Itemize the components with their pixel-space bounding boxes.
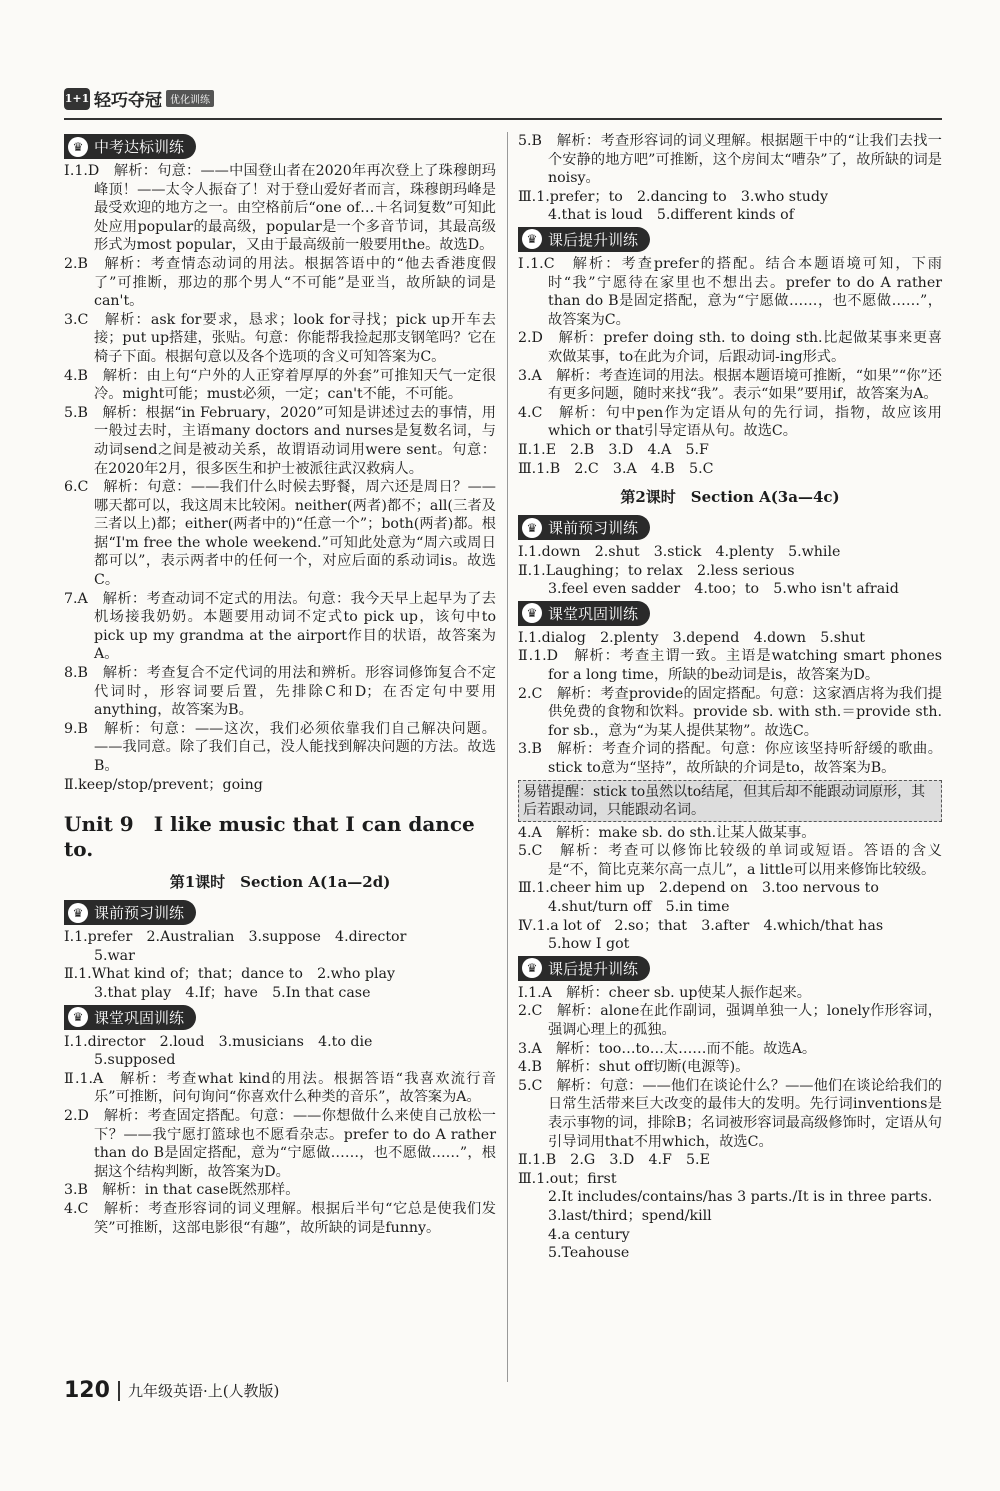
book-title: 九年级英语·上(人教版) <box>127 1382 280 1400</box>
header-rule <box>64 118 942 120</box>
section-banner-wrap <box>64 898 496 928</box>
answer-paragraph: Ⅰ.1.C 解析：考查prefer的搭配。结合本题语境可知，下雨时“我”宁愿待在家里也不想出去。prefer to do A rather than do B是固定搭配，意为“宁愿做……，也不愿做……”，故答案为C。 <box>518 255 942 328</box>
answer-paragraph: Ⅲ.1.cheer him up 2.depend on 3.too nervous to <box>518 880 879 897</box>
section-banner-wrap <box>518 954 942 984</box>
answer-paragraph: 5.C 解析：句意：——他们在谈论什么？——他们在谈论给我们的日常生活带来巨大改变的最伟大的发明。先行词inventions是表示事物的词，排除B；名词被形容词最高级修饰时，定语从句引导词用that不用which，故选C。 <box>518 1077 942 1150</box>
section-banner <box>518 515 650 540</box>
answer-paragraph: 5.supposed <box>94 1052 176 1069</box>
answer-paragraph: 6.C 解析：句意：——我们什么时候去野餐，周六还是周日？——哪天都可以，我这周末比较闲。neither(两者)都不；all(三者及三者以上)都；either(两者中的)“任意一个”；both(两者)都。根据“I'm free the whole weekend.”可知此处意为“周六或周日都可以”，表示两者中的任何一个，对应后面的系动词is。故选C。 <box>64 479 496 589</box>
answer-paragraph: 3.A 解析：考查连词的用法。根据本题语境可推断，“如果”“你”还有更多问题，随时来找“我”。表示“如果”要用if，故答案为A。 <box>518 367 942 403</box>
answer-paragraph: 5.how I got <box>548 936 630 953</box>
lesson-title: 第2课时 Section A(3a—4c) <box>620 488 840 507</box>
section-banner-label: 课前预习训练 <box>548 519 639 538</box>
section-banner <box>64 900 196 925</box>
answer-paragraph: Ⅲ.1.out；first <box>518 1170 617 1187</box>
crown-icon: ♛ <box>522 603 542 623</box>
answer-paragraph: 4.a century <box>548 1226 630 1243</box>
crown-icon: ♛ <box>68 137 88 157</box>
section-banner-wrap <box>518 225 942 255</box>
unit-title: Unit 9 I like music that I can dance to. <box>64 812 475 862</box>
brand-logo <box>64 86 214 111</box>
answer-paragraph: Ⅲ.1.B 2.C 3.A 4.B 5.C <box>518 460 714 477</box>
answer-paragraph: 3.feel even sadder 4.too；to 5.who isn't afraid <box>548 581 899 598</box>
crown-icon: ♛ <box>68 1007 88 1027</box>
page-number: 120 <box>64 1378 110 1403</box>
footer-bar <box>118 1381 120 1401</box>
lesson-title: 第1课时 Section A(1a—2d) <box>169 873 391 892</box>
section-banner-label: 课前预习训练 <box>94 904 185 923</box>
answer-paragraph: 4.C 解析：考查形容词的词义理解。根据后半句“它总是使我们发笑”可推断，这部电影很“有趣”，故所缺的词是funny。 <box>64 1200 496 1236</box>
answer-paragraph: 3.B 解析：in that case既然那样。 <box>64 1182 300 1199</box>
answer-paragraph: 5.C 解析：考查可以修饰比较级的单词或短语。答语的含义是“不，简比克莱尔高一点儿”，a little可以用来修饰比较级。 <box>518 843 942 878</box>
section-banner-label: 中考达标训练 <box>94 138 185 156</box>
answer-paragraph: 3.B 解析：考查介词的搭配。句意：你应该坚持听舒缓的歌曲。stick to意为“坚持”，故所缺的介词是to，故答案为B。 <box>518 741 942 777</box>
answer-paragraph: Ⅰ.1.director 2.loud 3.musicians 4.to die <box>64 1033 373 1050</box>
answer-paragraph: 4.shut/turn off 5.in time <box>548 899 730 915</box>
answer-paragraph: 2.It includes/contains/has 3 parts./It is in three parts. <box>548 1189 933 1206</box>
answer-paragraph: 2.B 解析：考查情态动词的用法。根据答语中的“他去香港度假了”可推断，那边的那个男人“不可能”是亚当，故所缺的词是can't。 <box>64 255 496 310</box>
answer-paragraph: Ⅱ.1.D 解析：考查主谓一致。主语是watching smart phones for a long time，所缺的be动词是is，故答案为D。 <box>518 648 942 684</box>
answer-paragraph: 4.A 解析：make sb. do sth.让某人做某事。 <box>518 824 816 841</box>
answer-paragraph: Ⅲ.1.prefer；to 2.dancing to 3.who study <box>518 188 828 205</box>
answer-paragraph: 2.D 解析：prefer doing sth. to doing sth.比起做某事来更喜欢做某事，to在此为介词，后跟动词-ing形式。 <box>518 330 942 365</box>
answer-paragraph: Ⅱ.1.E 2.B 3.D 4.A 5.F <box>518 441 709 458</box>
section-banner-label: 课后提升训练 <box>548 230 639 249</box>
section-banner <box>518 601 650 626</box>
answer-paragraph: 9.B 解析：句意：——这次，我们必须依靠我们自己解决问题。——我同意。除了我们自己，没人能找到解决问题的方法。故选B。 <box>64 720 496 774</box>
answer-paragraph: 3.last/third；spend/kill <box>548 1207 712 1224</box>
crown-icon: ♛ <box>522 518 542 538</box>
section-banner-wrap <box>518 513 942 543</box>
brand-sub: 优化训练 <box>166 90 214 107</box>
left-column <box>64 132 496 1237</box>
section-banner <box>518 227 650 252</box>
answer-paragraph: Ⅱ.keep/stop/prevent；going <box>64 776 263 793</box>
answer-paragraph: 4.C 解析：句中pen作为定语从句的先行词，指物，故应该用which or that引导定语从句。故选C。 <box>518 404 942 440</box>
crown-icon: ♛ <box>522 229 542 249</box>
answer-paragraph: Ⅰ.1.prefer 2.Australian 3.suppose 4.director <box>64 929 407 946</box>
answer-paragraph: 4.B 解析：shut off切断(电源等)。 <box>518 1059 750 1076</box>
section-banner-wrap <box>64 132 496 162</box>
answer-paragraph: Ⅰ.1.D 解析：句意：——中国登山者在2020年再次登上了珠穆朗玛峰顶！——太令人振奋了！对于登山爱好者而言，珠穆朗玛峰是最受欢迎的地方之一。由空格前后“one of…＋名词复数”可知此处应用popular的最高级，popular是一个多音节词，其最高级形式为most popular，又由于最高级前一般要用the。故选D。 <box>64 163 496 254</box>
answer-paragraph: 2.C 解析：alone在此作副词，强调单独一人；lonely作形容词，强调心理上的孤独。 <box>518 1003 942 1038</box>
answer-paragraph: Ⅱ.1.Laughing；to relax 2.less serious <box>518 562 795 579</box>
logo-mark: 1+1 <box>64 88 90 110</box>
answer-paragraph: 4.that is loud 5.different kinds of <box>548 207 794 224</box>
answer-paragraph: Ⅱ.1.B 2.G 3.D 4.F 5.E <box>518 1152 710 1169</box>
column-divider <box>507 132 508 1382</box>
answer-paragraph: 2.D 解析：考查固定搭配。句意：——你想做什么来使自己放松一下？——我宁愿打篮球也不愿看杂志。prefer to do A rather than do B是固定搭配，意为“宁愿做……，也不愿做……”，根据这个结构判断，故答案为D。 <box>64 1107 496 1180</box>
section-banner-wrap <box>64 1003 496 1033</box>
brand-name: 轻巧夺冠 <box>94 91 162 111</box>
answer-paragraph: 2.C 解析：考查provide的固定搭配。句意：这家酒店将为我们提供免费的食物和饮料。provide sb. with sth.＝provide sth. for sb.，意为“为某人提供某物”。故选C。 <box>518 685 942 739</box>
answer-paragraph: 4.B 解析：由上句“户外的人正穿着厚厚的外套”可推知天气一定很冷。might可能；must必须，一定；can't不能，不可能。 <box>64 367 496 403</box>
answer-paragraph: Ⅱ.1.A 解析：考查what kind的用法。根据答语“我喜欢流行音乐”可推断，问句询问“你喜欢什么种类的音乐”，故答案为A。 <box>64 1070 496 1106</box>
answer-paragraph: 3.A 解析：too…to…太……而不能。故选A。 <box>518 1040 817 1057</box>
answer-paragraph: Ⅰ.1.down 2.shut 3.stick 4.plenty 5.while <box>518 544 841 561</box>
section-banner-label: 课堂巩固训练 <box>94 1008 185 1027</box>
answer-paragraph: Ⅰ.1.A 解析：cheer sb. up使某人振作起来。 <box>518 984 811 1001</box>
section-banner-label: 课后提升训练 <box>548 959 639 978</box>
page-footer <box>64 1378 279 1403</box>
answer-paragraph: 7.A 解析：考查动词不定式的用法。句意：我今天早上起早为了去机场接我奶奶。本题要用动词不定式to pick up，该句中to pick up my grandma at the airport作目的状语，故答案为A。 <box>64 590 496 663</box>
answer-paragraph: 5.B 解析：根据“in February，2020”可知是讲述过去的事情，用一般过去时，主语many doctors and nurses是复数名词，与动词send之间是被动关系，故谓语动词用were sent。句意：在2020年2月，很多医生和护士被派往武汉救病人。 <box>64 404 496 477</box>
section-banner-label: 课堂巩固训练 <box>548 604 639 623</box>
section-banner-wrap <box>518 599 942 629</box>
tip-box: 易错提醒：stick to虽然以to结尾，但其后却不能跟动词原形，其后若跟动词，只能跟动名词。 <box>518 780 942 822</box>
crown-icon: ♛ <box>522 958 542 978</box>
section-banner <box>64 1005 196 1030</box>
answer-paragraph: Ⅱ.1.What kind of；that；dance to 2.who play <box>64 966 396 983</box>
answer-paragraph: 5.B 解析：考查形容词的词义理解。根据题干中的“让我们去找一个安静的地方吧”可推断，这个房间太“嘈杂”了，故所缺的词是noisy。 <box>518 133 942 187</box>
right-column <box>518 132 942 1263</box>
crown-icon: ♛ <box>68 903 88 923</box>
answer-paragraph: 5.Teahouse <box>548 1245 630 1262</box>
answer-paragraph: 3.C 解析：ask for要求，恳求；look for寻找；pick up开车去接；put up搭建，张贴。句意：你能帮我捡起那支钢笔吗？它在椅子下面。根据句意以及各个选项的含义可知答案为C。 <box>64 311 496 365</box>
answer-paragraph: Ⅰ.1.dialog 2.plenty 3.depend 4.down 5.shut <box>518 629 865 646</box>
answer-paragraph: 8.B 解析：考查复合不定代词的用法和辨析。形容词修饰复合不定代词时，形容词要后置，先排除C和D；在否定句中要用anything，故答案为B。 <box>64 665 496 719</box>
section-banner <box>518 956 650 981</box>
answer-paragraph: 3.that play 4.If；have 5.In that case <box>94 984 371 1001</box>
section-banner <box>64 134 196 159</box>
page-header <box>64 86 214 111</box>
answer-paragraph: Ⅳ.1.a lot of 2.so；that 3.after 4.which/that has <box>518 917 884 934</box>
answer-paragraph: 5.war <box>94 947 135 964</box>
